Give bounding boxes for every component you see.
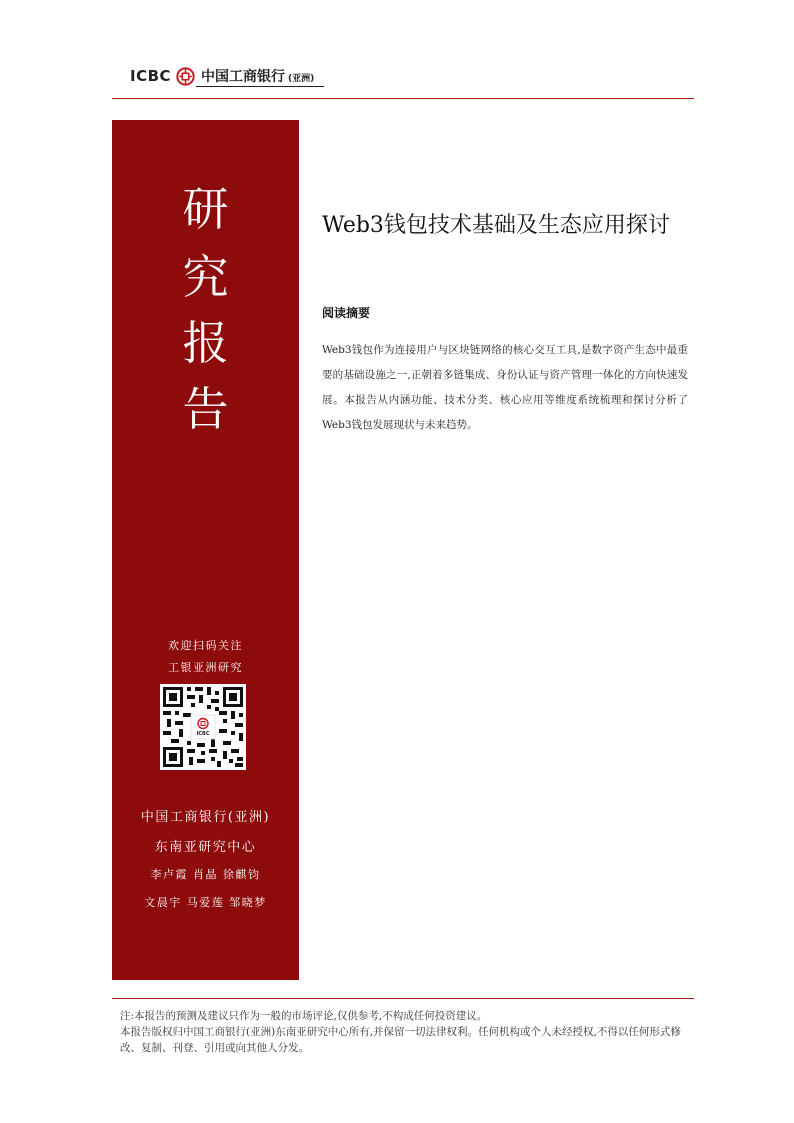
report-title: Web3钱包技术基础及生态应用探讨: [322, 213, 670, 238]
sidebar-title-char: 究: [182, 250, 229, 304]
header-logo: [130, 64, 314, 88]
sidebar-title-char: 告: [182, 382, 229, 436]
sidebar-title-char: 报: [182, 316, 229, 370]
icbc-wordmark: ICBC: [130, 67, 172, 85]
org-name: 中国工商银行(亚洲): [140, 810, 271, 825]
authors-line: 李卢霞 肖晶 徐麒钧: [150, 868, 261, 881]
authors-line: 文晨宇 马爱莲 邹晓梦: [144, 896, 267, 909]
abstract-body: Web3钱包作为连接用户与区块链网络的核心交互工具,是数字资产生态中最重要的基础设施之一,正朝着多链集成、身份认证与资产管理一体化的方向快速发展。本报告从内涵功能、技术分类、核心应用等维度系统梳理和探讨分析了Web3钱包发展现状与未来趋势。: [322, 344, 688, 431]
sidebar-title-char: 研: [182, 182, 229, 236]
header-rule: [112, 98, 694, 99]
footer-rule: [112, 998, 694, 999]
abstract-heading: 阅读摘要: [322, 306, 371, 320]
qr-code-icon: [160, 684, 246, 770]
copyright-note: 本报告版权归中国工商银行(亚洲)东南亚研究中心所有,并保留一切法律权利。任何机构或个人未经授权,不得以任何形式修改、复制、刊登、引用或向其他人分发。: [120, 1026, 681, 1054]
dept-name: 东南亚研究中心: [154, 840, 257, 855]
report-sidebar: [112, 120, 299, 980]
qr-caption-line: 欢迎扫码关注: [168, 639, 243, 652]
footer-disclaimer: [120, 1008, 686, 1056]
bank-name: 中国工商银行: [201, 69, 286, 85]
disclaimer-note: 注:本报告的预测及建议只作为一般的市场评论,仅供参考,不构成任何投资建议。: [120, 1010, 488, 1022]
bank-region: (亚洲): [288, 74, 315, 84]
logo-underline: [196, 86, 324, 87]
icbc-emblem-icon: [176, 67, 195, 86]
qr-caption-line: 工银亚洲研究: [168, 661, 243, 674]
qr-center-label: ICBC: [196, 731, 210, 737]
qr-code[interactable]: [160, 684, 246, 770]
